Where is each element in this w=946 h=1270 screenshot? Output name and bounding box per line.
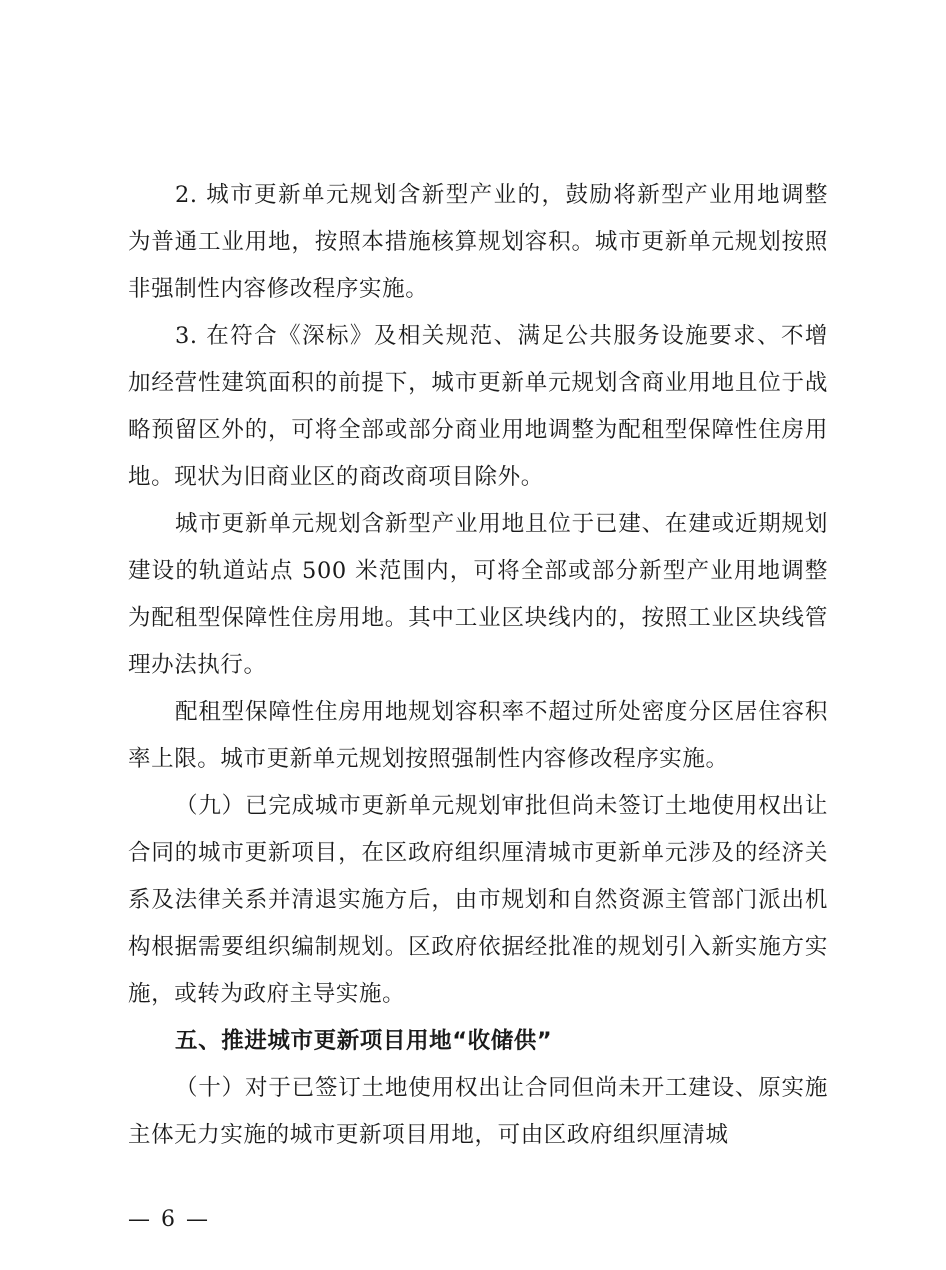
paragraph-clause-10: （十）对于已签订土地使用权出让合同但尚未开工建设、原实施主体无力实施的城市更新项目用地，可由区政府组织厘清城 — [128, 1075, 828, 1148]
paragraph-item-2: 2. 城市更新单元规划含新型产业的，鼓励将新型产业用地调整为普通工业用地，按照本措施核算规划容积。城市更新单元规划按照非强制性内容修改程序实施。 — [128, 182, 828, 302]
paragraph-far-limit: 配租型保障性住房用地规划容积率不超过所处密度分区居住容积率上限。城市更新单元规划按照强制性内容修改程序实施。 — [128, 699, 828, 772]
section-heading: 五、推进城市更新项目用地“收储供” — [175, 1028, 553, 1054]
paragraph-clause-9: （九）已完成城市更新单元规划审批但尚未签订土地使用权出让合同的城市更新项目，在区政府组织厘清城市更新单元涉及的经济关系及法律关系并清退实施方后，由市规划和自然资源主管部门派出机构根据需要组织编制规划。区政府依据经批准的规划引入新实施方实施，或转为政府主导实施。 — [128, 793, 828, 1007]
paragraph-rail-station: 城市更新单元规划含新型产业用地且位于已建、在建或近期规划建设的轨道站点 500 米范围内，可将全部或部分新型产业用地调整为配租型保障性住房用地。其中工业区块线内的，按照工业区块线管理办法执行。 — [128, 511, 828, 678]
paragraph-item-3: 3. 在符合《深标》及相关规范、满足公共服务设施要求、不增加经营性建筑面积的前提下，城市更新单元规划含商业用地且位于战略预留区外的，可将全部或部分商业用地调整为配租型保障性住房用地。现状为旧商业区的商改商项目除外。 — [128, 323, 828, 490]
document-body — [128, 172, 828, 1159]
page-number: — 6 — — [128, 1207, 210, 1232]
